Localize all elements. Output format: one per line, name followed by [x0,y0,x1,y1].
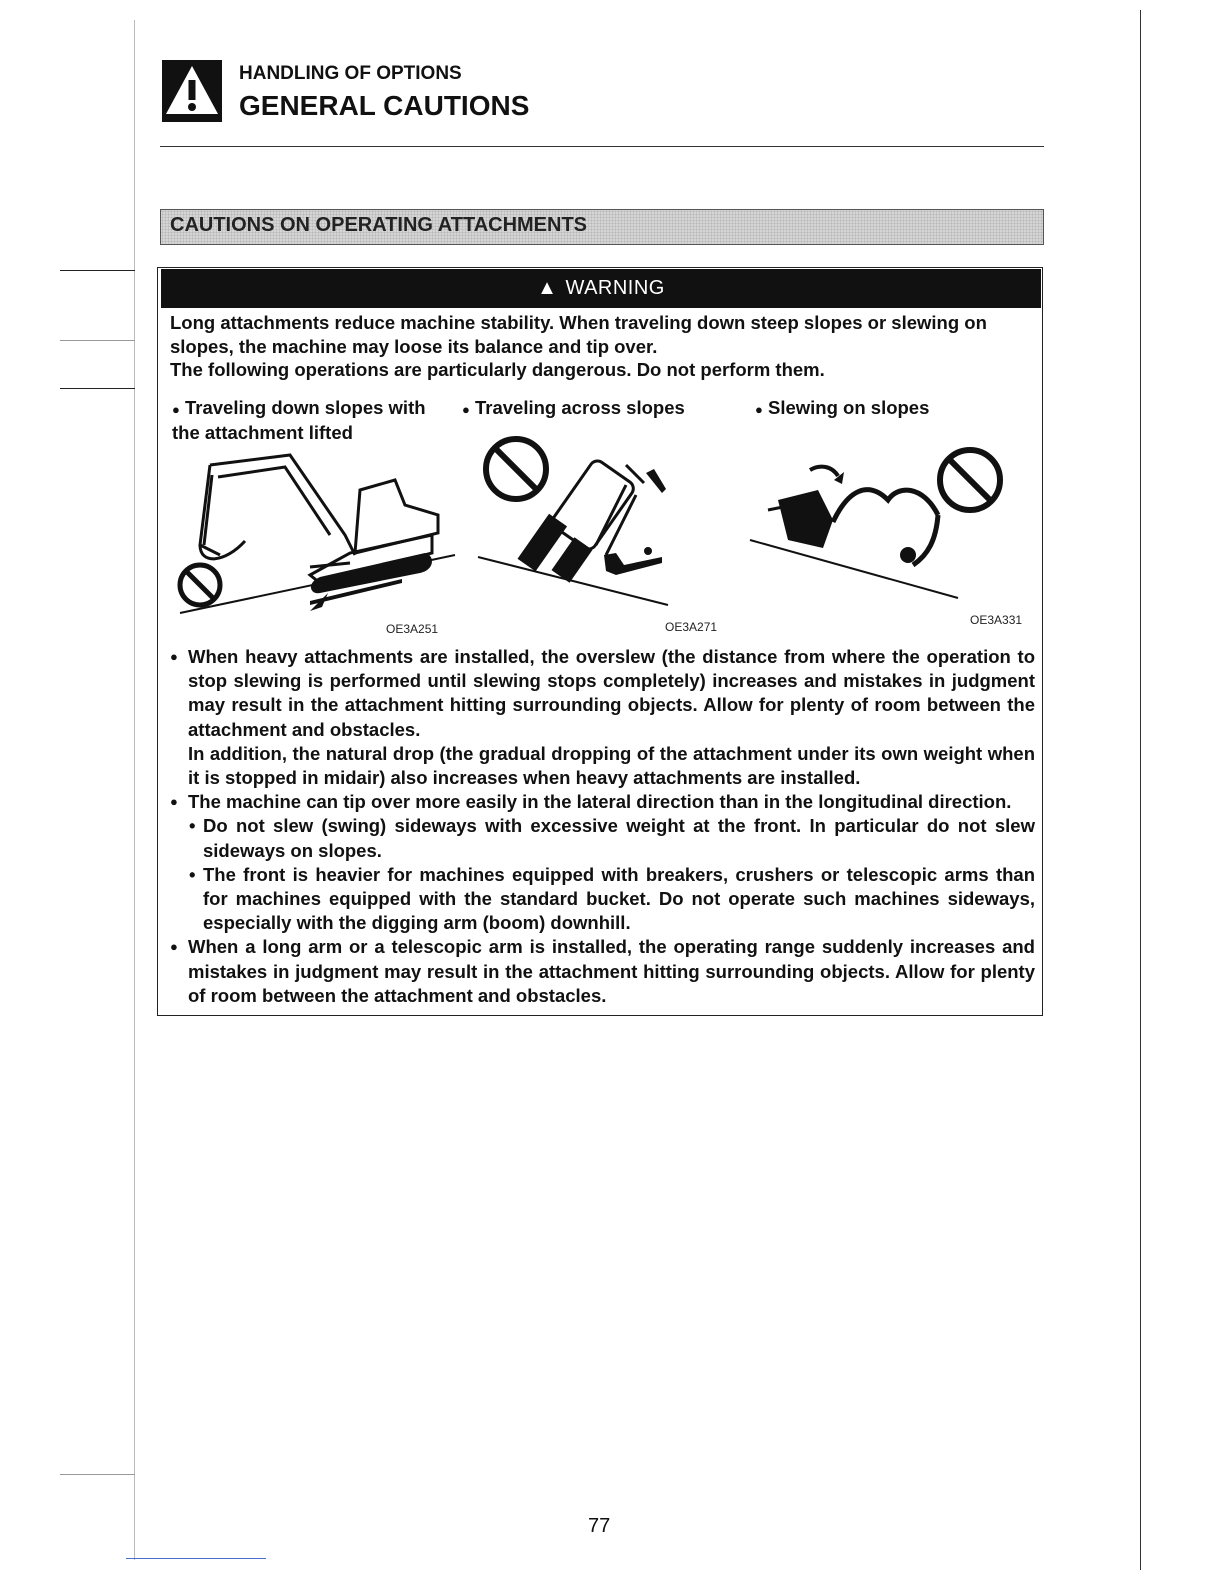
figure-traveling-down-slope [170,445,460,625]
subpoint-heavy-front: • The front is heavier for machines equipped with breakers, crushers or telescopic arms than for machines equipped with the standard bucket. Do not operate such machines sideways, especially with the digging arm (boom) downhill. [170,863,1035,936]
figure-traveling-across-slope [476,425,696,615]
left-margin-line [134,20,135,1560]
section-title: CAUTIONS ON OPERATING ATTACHMENTS [170,214,588,236]
figure-slewing-on-slope [748,440,1018,610]
warning-icon [162,60,222,122]
header-divider [160,146,1044,147]
bottom-mark [126,1558,266,1559]
right-margin-line [1140,10,1141,1570]
point-heavy-attachments: ● When heavy attachments are installed, the overslew (the distance from where the operation to stop slewing is performed until slewing stops completely) increases and mistakes in judgment may result in the attachment hitting surrounding objects. Allow for plenty of room between the attachment and obstacles. [170,645,1035,742]
figure-caption-1: ● Traveling down slopes with the attachment lifted [172,397,426,443]
margin-tick [60,270,135,271]
margin-tick [60,1474,135,1475]
warning-header [161,269,1041,308]
page-title: GENERAL CAUTIONS [239,90,530,121]
page-number: 77 [588,1515,611,1537]
warning-intro: Long attachments reduce machine stability. When traveling down steep slopes or slewing on slopes, the machine may loose its balance and tip over. [170,312,987,357]
warning-label: WARNING [565,277,665,299]
point-lateral-tipping: ● The machine can tip over more easily in the lateral direction than in the longitudinal direction. [170,790,1035,814]
warning-points [170,645,1035,1008]
figure-caption-3: ● Slewing on slopes [755,397,930,418]
figure-caption-2: ● Traveling across slopes [462,397,685,418]
point-natural-drop: In addition, the natural drop (the gradual dropping of the attachment under its own weight when it is stopped in midair) also increases when heavy attachments are installed. [188,742,1035,789]
margin-tick [60,388,135,389]
figure-code-1: OE3A251 [386,622,439,636]
subpoint-do-not-slew: • Do not slew (swing) sideways with excessive weight at the front. In particular do not slew sideways on slopes. [170,814,1035,862]
figure-code-3: OE3A331 [970,613,1023,627]
warning-triangle-icon: ▲ [537,277,558,299]
point-long-arm: ● When a long arm or a telescopic arm is installed, the operating range suddenly increases and mistakes in judgment may result in the attachment hitting surrounding objects. Allow for plenty of room between the attachment and obstacles. [170,935,1035,1008]
margin-tick [60,340,135,341]
figure-code-2: OE3A271 [665,620,718,634]
warning-intro-2: The following operations are particularly dangerous. Do not perform them. [170,359,825,380]
section-subtitle: HANDLING OF OPTIONS [239,63,462,84]
